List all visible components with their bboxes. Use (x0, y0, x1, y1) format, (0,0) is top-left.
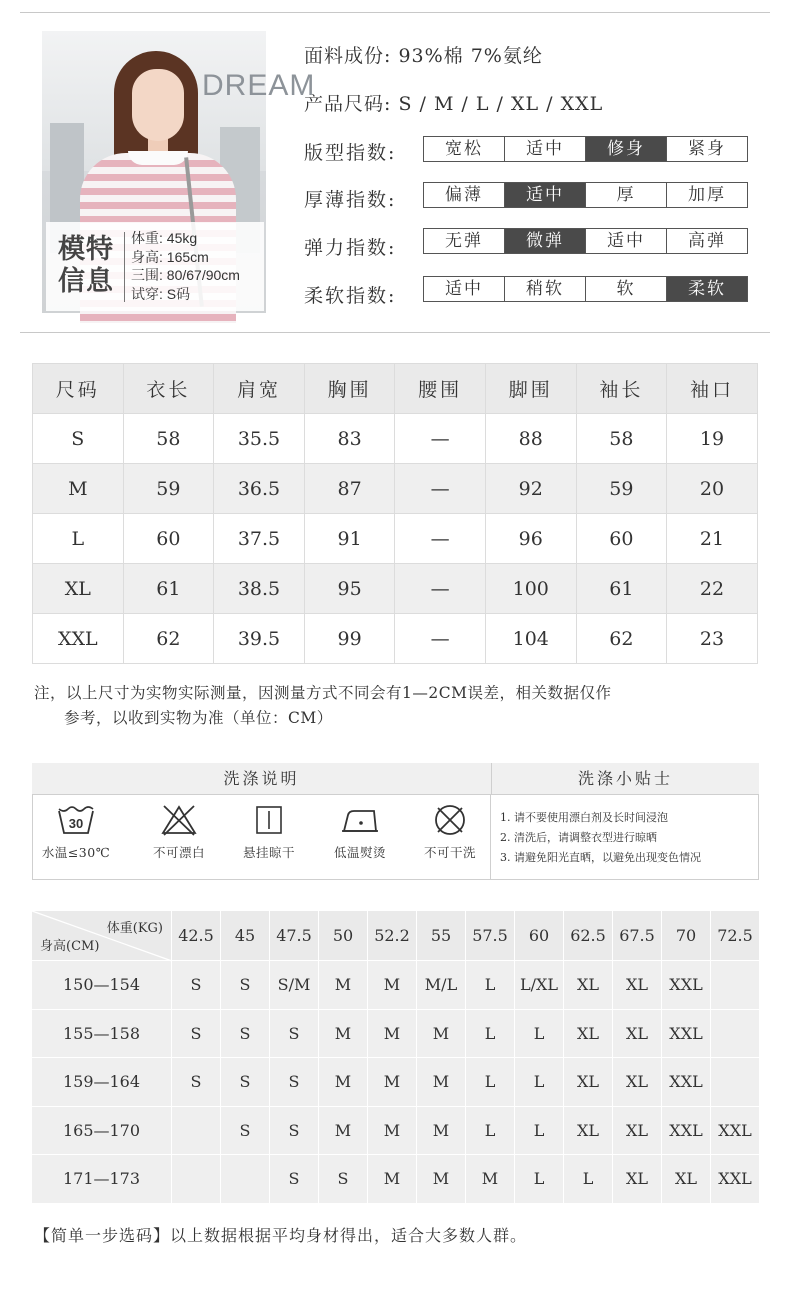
size-cell: L (466, 1107, 515, 1156)
size-cell (711, 1058, 760, 1107)
table-cell: 62 (576, 614, 667, 664)
care-item-hang-dry (225, 803, 313, 875)
scale-option: 适中 (504, 137, 585, 161)
table-cell: 59 (123, 464, 214, 514)
table-row (32, 1010, 760, 1059)
table-row (32, 1058, 760, 1107)
size-cell: M (368, 1107, 417, 1156)
size-cell: M/L (417, 961, 466, 1010)
hang-dry-icon (249, 803, 289, 837)
table-cell: 62 (123, 614, 214, 664)
table-cell: 22 (667, 564, 758, 614)
header-length: 衣长 (123, 364, 214, 414)
table-cell: — (395, 464, 486, 514)
table-cell: 20 (667, 464, 758, 514)
fit-index-scale (423, 136, 748, 162)
table-cell: 35.5 (214, 414, 305, 464)
size-cell: L (466, 1058, 515, 1107)
table-cell: M (33, 464, 124, 514)
header-hem: 脚围 (485, 364, 576, 414)
list-item: 1. 请不要使用漂白剂及长时间浸泡 (500, 811, 668, 824)
softness-index-scale (423, 276, 748, 302)
wash-temperature-mark: 30 (68, 816, 84, 831)
washing-tips-list (500, 808, 701, 868)
size-cell: XXL (662, 961, 711, 1010)
table-row (33, 514, 758, 564)
weight-header: 57.5 (466, 911, 515, 961)
weight-header: 70 (662, 911, 711, 961)
table-cell: 100 (485, 564, 576, 614)
size-cell: M (368, 1058, 417, 1107)
model-measurements: 三围: 80/67/90cm (131, 267, 240, 283)
scale-option-selected: 适中 (504, 183, 585, 207)
height-range: 165—170 (32, 1107, 172, 1156)
table-cell: 21 (667, 514, 758, 564)
height-range: 155—158 (32, 1010, 172, 1059)
care-caption: 悬挂晾干 (242, 845, 295, 860)
scale-option-selected: 修身 (585, 137, 666, 161)
scale-option: 软 (585, 277, 666, 301)
weight-header: 62.5 (564, 911, 613, 961)
weight-header: 55 (417, 911, 466, 961)
table-cell: 92 (485, 464, 576, 514)
weight-header: 52.2 (368, 911, 417, 961)
table-cell: XL (33, 564, 124, 614)
table-row (33, 414, 758, 464)
section-divider (20, 332, 770, 333)
height-range: 150—154 (32, 961, 172, 1010)
scale-option: 适中 (585, 229, 666, 253)
care-caption: 不可干洗 (423, 845, 476, 860)
model-info-title: 模特 信息 (58, 234, 114, 297)
header-bust: 胸围 (304, 364, 395, 414)
height-axis-label: 身高(CM) (40, 939, 100, 954)
size-cell: L (564, 1155, 613, 1204)
weight-axis-label: 体重(KG) (106, 921, 163, 936)
thickness-index-scale (423, 182, 748, 208)
size-cell: XL (564, 1058, 613, 1107)
scale-option: 偏薄 (424, 183, 504, 207)
size-cell: M (417, 1155, 466, 1204)
size-cell: M (466, 1155, 515, 1204)
size-cell: XL (662, 1155, 711, 1204)
table-cell: 96 (485, 514, 576, 564)
care-caption: 不可漂白 (152, 845, 205, 860)
fit-index-label: 版型指数: (304, 142, 397, 164)
scale-option: 无弹 (424, 229, 504, 253)
care-caption: 水温≤30℃ (41, 845, 111, 860)
table-cell: 23 (667, 614, 758, 664)
size-cell (711, 961, 760, 1010)
header-size: 尺码 (33, 364, 124, 414)
table-cell: 37.5 (214, 514, 305, 564)
size-cell (221, 1155, 270, 1204)
size-cell: XL (613, 1058, 662, 1107)
size-cell: XXL (662, 1107, 711, 1156)
size-cell: XXL (711, 1107, 760, 1156)
size-cell: S/M (270, 961, 319, 1010)
table-cell: — (395, 614, 486, 664)
care-caption: 低温熨烫 (333, 845, 386, 860)
header-cuff: 袖口 (667, 364, 758, 414)
size-cell: L (515, 1107, 564, 1156)
size-cell: XL (613, 1010, 662, 1059)
size-cell: S (270, 1155, 319, 1204)
size-cell: L/XL (515, 961, 564, 1010)
fabric-composition: 面料成份: 93%棉 7%氨纶 (304, 45, 543, 67)
no-dryclean-icon (430, 803, 470, 837)
table-row (33, 464, 758, 514)
weight-header: 47.5 (270, 911, 319, 961)
size-cell: M (417, 1010, 466, 1059)
size-cell: L (515, 1155, 564, 1204)
model-size: 试穿: S码 (131, 285, 191, 302)
scale-option: 适中 (424, 277, 504, 301)
size-cell: L (466, 1010, 515, 1059)
size-cell: XL (564, 1107, 613, 1156)
photo-sign-text: DREAM (202, 69, 316, 102)
weight-header: 72.5 (711, 911, 760, 961)
softness-index-label: 柔软指数: (304, 285, 397, 307)
size-selection-tip: 【简单一步选码】以上数据根据平均身材得出，适合大多数人群。 (34, 1226, 528, 1245)
size-cell: XXL (662, 1058, 711, 1107)
size-cell: M (319, 961, 368, 1010)
elasticity-index-label: 弹力指数: (304, 237, 397, 259)
size-cell: M (368, 961, 417, 1010)
header-shoulder: 肩宽 (214, 364, 305, 414)
size-cell: XL (564, 1010, 613, 1059)
size-cell: XL (613, 961, 662, 1010)
table-cell: 59 (576, 464, 667, 514)
washing-tips-title: 洗涤小贴士 (491, 763, 759, 795)
table-cell: 88 (485, 414, 576, 464)
weight-header: 45 (221, 911, 270, 961)
size-cell: M (368, 1155, 417, 1204)
washing-instructions-title: 洗涤说明 (32, 763, 491, 795)
size-cell: M (319, 1010, 368, 1059)
table-cell: 95 (304, 564, 395, 614)
size-cell: S (172, 1058, 221, 1107)
scale-option: 加厚 (666, 183, 747, 207)
height-range: 159—164 (32, 1058, 172, 1107)
header-sleeve: 袖长 (576, 364, 667, 414)
size-recommendation-table (32, 911, 760, 1204)
table-cell: 60 (576, 514, 667, 564)
model-stats (131, 229, 240, 303)
size-cell: M (319, 1107, 368, 1156)
weight-header: 50 (319, 911, 368, 961)
size-cell: XXL (711, 1155, 760, 1204)
size-cell: M (417, 1058, 466, 1107)
table-cell: 87 (304, 464, 395, 514)
size-cell: S (221, 1107, 270, 1156)
height-weight-corner (32, 911, 172, 961)
wash-30-icon (56, 803, 96, 837)
table-cell: 58 (123, 414, 214, 464)
table-cell: 61 (576, 564, 667, 614)
table-cell: 83 (304, 414, 395, 464)
table-cell: S (33, 414, 124, 464)
size-cell: S (172, 961, 221, 1010)
table-row (33, 614, 758, 664)
table-cell: L (33, 514, 124, 564)
size-cell: XL (613, 1107, 662, 1156)
size-cell: L (466, 961, 515, 1010)
care-item-low-iron (316, 803, 404, 875)
size-cell: S (221, 1058, 270, 1107)
weight-header: 60 (515, 911, 564, 961)
size-cell: S (270, 1058, 319, 1107)
size-cell: M (417, 1107, 466, 1156)
no-bleach-icon (159, 803, 199, 837)
model-info-divider (124, 232, 125, 302)
table-cell: 60 (123, 514, 214, 564)
scale-option: 宽松 (424, 137, 504, 161)
size-cell: S (172, 1010, 221, 1059)
table-row (32, 961, 760, 1010)
table-cell: 104 (485, 614, 576, 664)
table-row (32, 1155, 760, 1204)
care-item-wash (32, 803, 120, 875)
table-cell: 19 (667, 414, 758, 464)
note-line-2: 参考，以收到实物为准（单位：CM） (64, 709, 333, 727)
care-item-no-bleach (135, 803, 223, 875)
product-sizes: 产品尺码: S / M / L / XL / XXL (304, 93, 604, 115)
table-cell: 36.5 (214, 464, 305, 514)
measurement-note (34, 681, 754, 731)
elasticity-index-scale (423, 228, 748, 254)
table-cell: 61 (123, 564, 214, 614)
size-table-header (33, 364, 758, 414)
list-item: 2. 清洗后，请调整衣型进行晾晒 (500, 831, 657, 844)
table-row (32, 1107, 760, 1156)
scale-option: 稍软 (504, 277, 585, 301)
table-cell: — (395, 564, 486, 614)
size-cell: S (319, 1155, 368, 1204)
top-divider (20, 12, 770, 13)
size-cell: S (270, 1010, 319, 1059)
weight-header-row (32, 911, 760, 961)
table-cell: — (395, 514, 486, 564)
scale-option: 高弹 (666, 229, 747, 253)
table-cell: 91 (304, 514, 395, 564)
size-cell (172, 1107, 221, 1156)
size-cell: S (221, 1010, 270, 1059)
note-line-1: 注，以上尺寸为实物实际测量，因测量方式不同会有1—2CM误差，相关数据仅作 (34, 684, 612, 702)
scale-option-selected: 柔软 (666, 277, 747, 301)
size-cell: M (368, 1010, 417, 1059)
thickness-index-label: 厚薄指数: (304, 189, 397, 211)
height-range: 171—173 (32, 1155, 172, 1204)
scale-option-selected: 微弹 (504, 229, 585, 253)
size-cell: L (515, 1058, 564, 1107)
weight-header: 67.5 (613, 911, 662, 961)
size-cell: M (319, 1058, 368, 1107)
size-cell: S (221, 961, 270, 1010)
table-cell: — (395, 414, 486, 464)
scale-option: 厚 (585, 183, 666, 207)
table-cell: XXL (33, 614, 124, 664)
model-height: 身高: 165cm (131, 248, 209, 265)
size-cell: S (270, 1107, 319, 1156)
table-cell: 39.5 (214, 614, 305, 664)
list-item: 3. 请避免阳光直晒，以避免出现变色情况 (500, 851, 701, 864)
size-cell: L (515, 1010, 564, 1059)
weight-header: 42.5 (172, 911, 221, 961)
table-row (33, 564, 758, 614)
table-cell: 38.5 (214, 564, 305, 614)
size-cell (172, 1155, 221, 1204)
size-cell: XXL (662, 1010, 711, 1059)
size-table (32, 363, 758, 664)
size-cell: XL (613, 1155, 662, 1204)
table-cell: 99 (304, 614, 395, 664)
table-cell: 58 (576, 414, 667, 464)
low-iron-icon (338, 803, 382, 837)
header-waist: 腰围 (395, 364, 486, 414)
size-cell (711, 1010, 760, 1059)
model-weight: 体重: 45kg (131, 230, 198, 246)
scale-option: 紧身 (666, 137, 747, 161)
size-cell: XL (564, 961, 613, 1010)
care-item-no-dryclean (406, 803, 494, 875)
